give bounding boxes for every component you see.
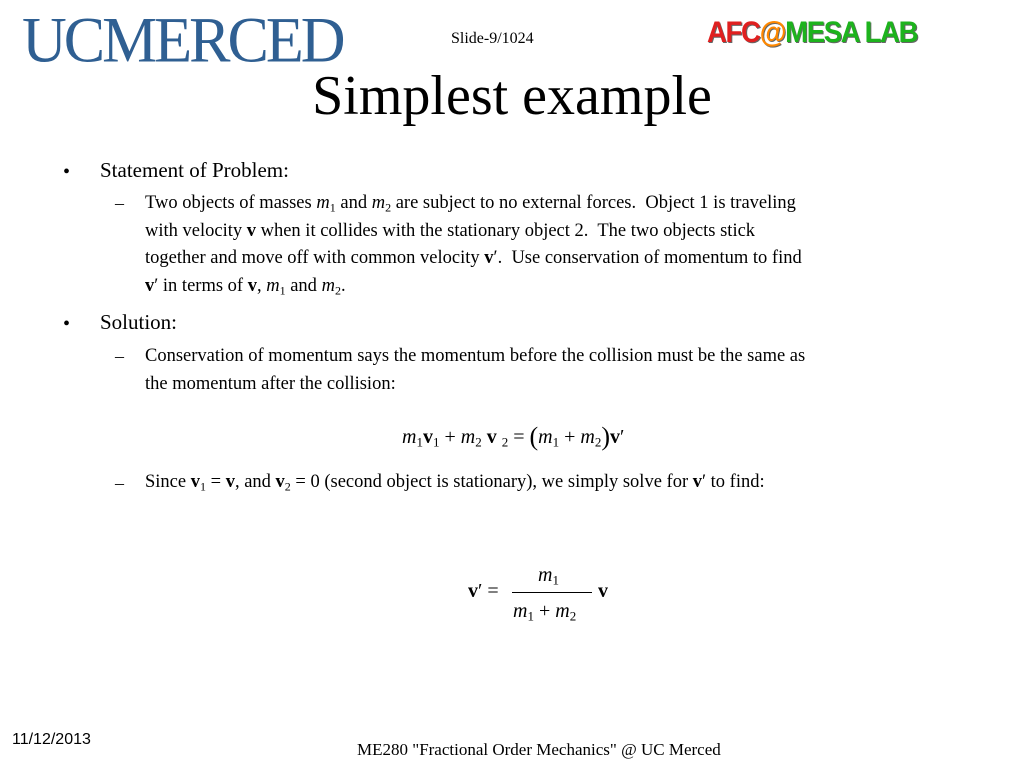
- problem-statement-text: Two objects of masses $m_1$ and $m_2$ are subject to no external forces. Object 1 is traveling with velocity v when it collides with the stationary object 2. The two objects stick together and move off with common velocity v′. Use conservation of momentum to find v′ in terms of v, $m_1$ and $m_2$.: [145, 193, 802, 297]
- bullet-label-solution: Solution:: [100, 310, 178, 334]
- slide-title: Simplest example: [312, 65, 712, 127]
- fraction-numerator: $m_1$: [538, 564, 559, 588]
- footer-course: ME280 "Fractional Order Mechanics" @ UC Merced: [357, 740, 721, 759]
- slide-number: Slide-9/1024: [451, 30, 534, 47]
- solution-equation-lhs: v′ =: [468, 580, 499, 602]
- logo-mesalab-text: MESA LAB: [785, 16, 918, 49]
- bullet-label-statement: Statement of Problem:: [100, 158, 289, 182]
- footer-date: 11/12/2013: [12, 731, 91, 748]
- solution-text-2: Since $v_1 = v$, and $v_2 = 0$ (second object is stationary), we simply solve for v′ to find:: [145, 472, 765, 494]
- solution-text-1: Conservation of momentum says the momentum before the collision must be the same as the momentum after the collision:: [145, 346, 806, 394]
- ucmerced-logo: UCMERCED: [22, 4, 343, 77]
- dash-marker: –: [115, 473, 124, 493]
- logo-afc-text: AFC: [707, 16, 760, 49]
- fraction-denominator: $m_1 + m_2$: [513, 600, 577, 624]
- fraction-bar: [512, 592, 592, 593]
- bullet-dot: •: [63, 161, 71, 183]
- logo-at-text: @: [759, 16, 786, 49]
- afc-mesalab-logo: [707, 18, 917, 48]
- solution-equation-rhs: v: [598, 580, 608, 602]
- bullet-dot: •: [63, 313, 71, 335]
- momentum-equation: $m_1v_1 + m_2$ v $_2 = (m_1 + m_2)v'$: [402, 422, 625, 451]
- dash-marker: –: [115, 346, 124, 366]
- dash-marker: –: [115, 193, 124, 213]
